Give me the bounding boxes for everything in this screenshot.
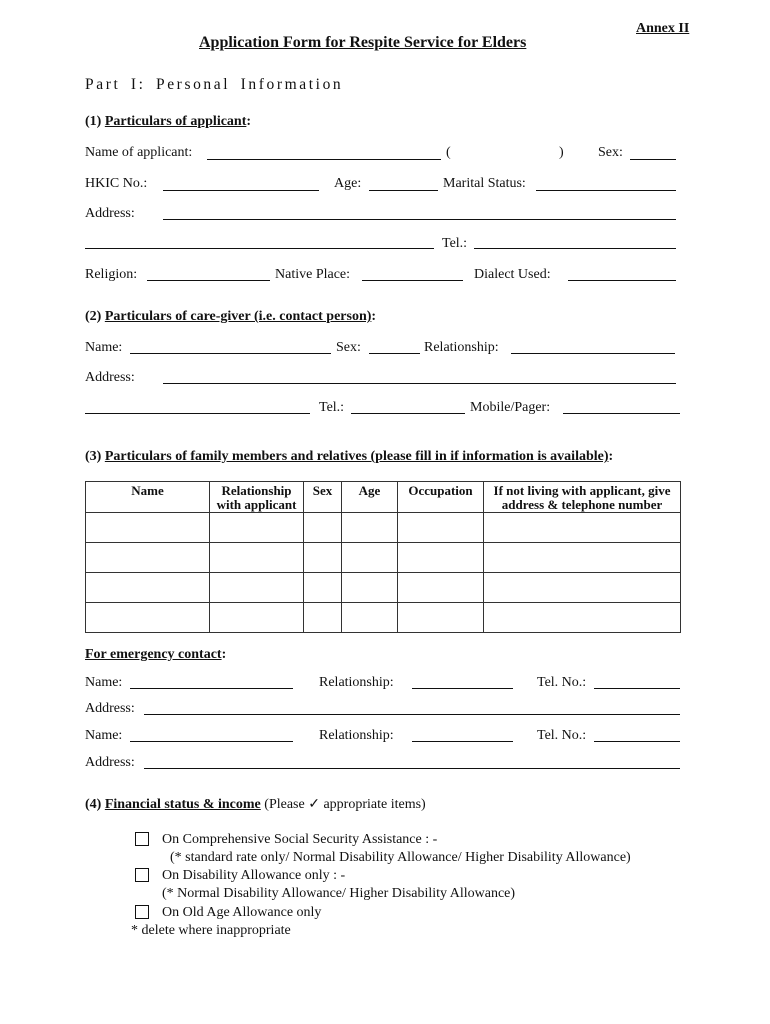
section2-heading [85, 309, 376, 325]
section1-number: (1) [85, 114, 102, 129]
caregiver-address-field-1[interactable] [163, 383, 676, 384]
table-cell[interactable] [86, 513, 210, 543]
section2-title: Particulars of care-giver (i.e. contact person) [104, 309, 372, 324]
column-header: Occupation [398, 482, 484, 513]
paren-open: ( [446, 145, 451, 160]
emergency-relationship-field-2[interactable] [412, 741, 513, 742]
table-cell[interactable] [210, 543, 304, 573]
section4-instruction-pre: (Please [264, 797, 305, 812]
emergency-relationship-label-2: Relationship: [319, 728, 394, 743]
table-cell[interactable] [86, 603, 210, 633]
column-header: Sex [304, 482, 342, 513]
disability-allowance-checkbox[interactable] [135, 868, 149, 882]
caregiver-relationship-field[interactable] [511, 353, 675, 354]
native-place-field[interactable] [362, 280, 463, 281]
section2-colon: : [371, 309, 377, 324]
caregiver-address-label: Address: [85, 370, 135, 385]
emergency-address-field-2[interactable] [144, 768, 680, 769]
caregiver-name-field[interactable] [130, 353, 331, 354]
caregiver-tel-field[interactable] [351, 413, 465, 414]
old-age-allowance-checkbox[interactable] [135, 905, 149, 919]
caregiver-relationship-label: Relationship: [424, 340, 499, 355]
table-cell[interactable] [484, 573, 681, 603]
emergency-tel-field-1[interactable] [594, 688, 680, 689]
emergency-tel-label-1: Tel. No.: [537, 675, 587, 690]
table-cell[interactable] [484, 513, 681, 543]
religion-field[interactable] [147, 280, 270, 281]
emergency-tel-label-2: Tel. No.: [537, 728, 587, 743]
dialect-field[interactable] [568, 280, 676, 281]
applicant-name-field[interactable] [207, 159, 441, 160]
hkic-label: HKIC No.: [85, 176, 148, 191]
table-row [86, 543, 681, 573]
emergency-name-field-1[interactable] [130, 688, 293, 689]
emergency-heading [85, 647, 226, 663]
cssa-option-detail: (* standard rate only/ Normal Disability Allowance/ Higher Disability Allowance) [170, 850, 631, 865]
caregiver-mobile-label: Mobile/Pager: [470, 400, 551, 415]
checkmark-icon: ✓ [308, 797, 320, 812]
emergency-tel-field-2[interactable] [594, 741, 680, 742]
table-cell[interactable] [398, 603, 484, 633]
cssa-checkbox[interactable] [135, 832, 149, 846]
section3-title: Particulars of family members and relatives (please fill in if information is available) [104, 449, 609, 464]
table-cell[interactable] [304, 513, 342, 543]
table-row [86, 513, 681, 543]
religion-label: Religion: [85, 267, 138, 282]
table-cell[interactable] [342, 543, 398, 573]
applicant-sex-label: Sex: [598, 145, 623, 160]
caregiver-tel-label: Tel.: [319, 400, 345, 415]
applicant-address-field-2[interactable] [85, 248, 434, 249]
table-cell[interactable] [484, 603, 681, 633]
emergency-address-field-1[interactable] [144, 714, 680, 715]
section1-heading [85, 114, 251, 130]
caregiver-address-field-2[interactable] [85, 413, 310, 414]
disability-option-label: On Disability Allowance only : - [162, 868, 346, 883]
old-age-option-label: On Old Age Allowance only [162, 905, 322, 920]
emergency-address-label-2: Address: [85, 755, 135, 770]
applicant-address-field-1[interactable] [163, 219, 676, 220]
table-cell[interactable] [398, 543, 484, 573]
table-header-row [86, 482, 681, 513]
applicant-tel-label: Tel.: [442, 236, 468, 251]
applicant-address-label: Address: [85, 206, 135, 221]
emergency-colon: : [221, 647, 227, 662]
table-cell[interactable] [484, 543, 681, 573]
section4-heading [85, 796, 426, 813]
section2-number: (2) [85, 309, 102, 324]
applicant-tel-field[interactable] [474, 248, 676, 249]
age-label: Age: [334, 176, 362, 191]
table-cell[interactable] [86, 573, 210, 603]
section4-title: Financial status & income [104, 797, 261, 812]
emergency-address-label-1: Address: [85, 701, 135, 716]
table-cell[interactable] [398, 513, 484, 543]
table-cell[interactable] [342, 513, 398, 543]
emergency-relationship-field-1[interactable] [412, 688, 513, 689]
column-header: Age [342, 482, 398, 513]
family-members-table [85, 481, 681, 633]
paren-close: ) [559, 145, 564, 160]
column-header: Name [86, 482, 210, 513]
section3-number: (3) [85, 449, 102, 464]
footnote: * delete where inappropriate [131, 923, 291, 938]
emergency-relationship-label-1: Relationship: [319, 675, 394, 690]
age-field[interactable] [369, 190, 438, 191]
table-cell[interactable] [342, 573, 398, 603]
table-cell[interactable] [304, 573, 342, 603]
cssa-option-label: On Comprehensive Social Security Assistance : - [162, 832, 438, 847]
emergency-title: For emergency contact [85, 647, 222, 662]
section4-number: (4) [85, 797, 102, 812]
column-header: Relationship with applicant [210, 482, 304, 513]
caregiver-sex-field[interactable] [369, 353, 420, 354]
annex-label: Annex II [636, 21, 690, 36]
table-cell[interactable] [304, 603, 342, 633]
section4-instruction-post: appropriate items) [323, 797, 426, 812]
table-cell[interactable] [210, 603, 304, 633]
caregiver-sex-label: Sex: [336, 340, 361, 355]
table-cell[interactable] [86, 543, 210, 573]
disability-option-detail: (* Normal Disability Allowance/ Higher Disability Allowance) [162, 886, 516, 901]
table-cell[interactable] [342, 603, 398, 633]
dialect-label: Dialect Used: [474, 267, 551, 282]
column-header: If not living with applicant, give address & telephone number [484, 482, 681, 513]
emergency-name-label-2: Name: [85, 728, 123, 743]
section1-title: Particulars of applicant [104, 114, 247, 129]
marital-status-label: Marital Status: [443, 176, 526, 191]
caregiver-name-label: Name: [85, 340, 123, 355]
marital-status-field[interactable] [536, 190, 676, 191]
table-cell[interactable] [210, 513, 304, 543]
form-title: Application Form for Respite Service for Elders [199, 34, 527, 51]
section3-colon: : [608, 449, 614, 464]
applicant-name-label: Name of applicant: [85, 145, 193, 160]
section1-colon: : [246, 114, 252, 129]
emergency-name-field-2[interactable] [130, 741, 293, 742]
emergency-name-label-1: Name: [85, 675, 123, 690]
table-cell[interactable] [210, 573, 304, 603]
hkic-field[interactable] [163, 190, 319, 191]
table-row [86, 603, 681, 633]
part-heading: Part I: Personal Information [85, 76, 344, 93]
native-place-label: Native Place: [275, 267, 351, 282]
table-cell[interactable] [398, 573, 484, 603]
table-cell[interactable] [304, 543, 342, 573]
table-row [86, 573, 681, 603]
applicant-sex-field[interactable] [630, 159, 676, 160]
caregiver-mobile-field[interactable] [563, 413, 680, 414]
section3-heading [85, 449, 613, 465]
